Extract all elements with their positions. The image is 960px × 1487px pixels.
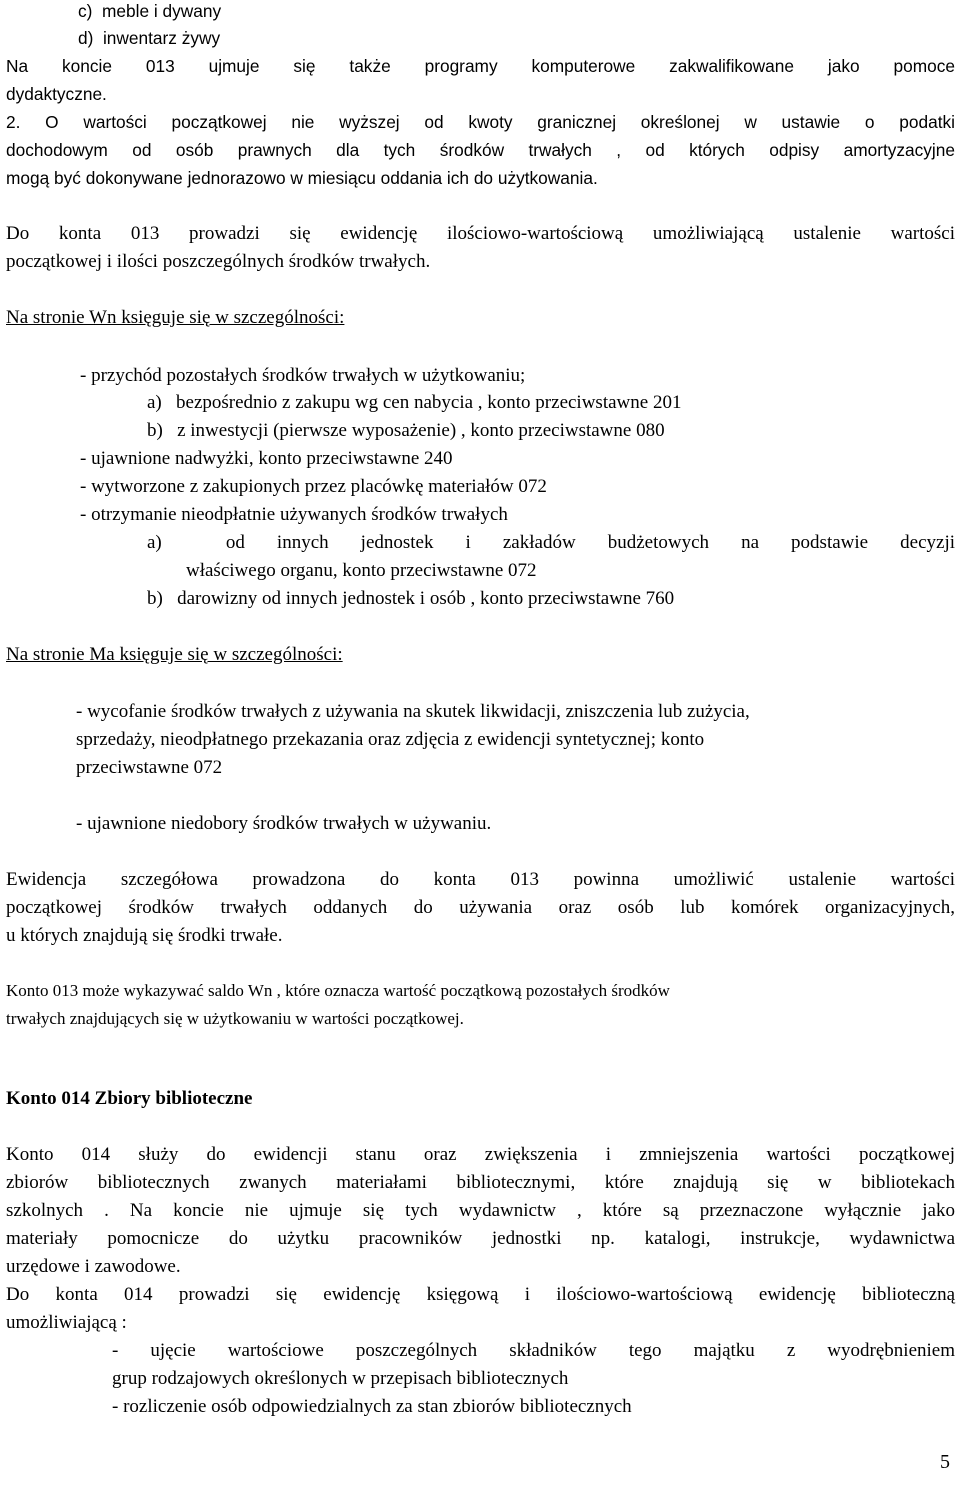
ma-list-item: - wycofanie środków trwałych z używania na skutek likwidacji, zniszczenia lub zużycia,	[76, 701, 750, 722]
paragraph-point2-line: dochodowym od osób prawnych dla tych środków trwałych , od których odpisy amortyzacyjne	[6, 140, 955, 160]
wn-list-item: właściwego organu, konto przeciwstawne 072	[186, 560, 537, 581]
konto014-bullet: grup rodzajowych określonych w przepisach bibliotecznych	[112, 1368, 569, 1389]
konto014-bullet: - rozliczenie osób odpowiedzialnych za stan zbiorów bibliotecznych	[112, 1396, 632, 1417]
paragraph-ewidencja-line: początkowej i ilości poszczególnych środków trwałych.	[6, 251, 431, 272]
wn-list-item: b) darowizny od innych jednostek i osób , konto przeciwstawne 760	[147, 588, 675, 609]
paragraph-konto014-line: Konto 014 służy do ewidencji stanu oraz zwiększenia i zmniejszenia wartości początkowej	[6, 1144, 955, 1165]
ma-list-item: sprzedaży, nieodpłatnego przekazania oraz zdjęcia z ewidencji syntetycznej; konto	[76, 729, 705, 750]
paragraph-konto014-line: materiały pomocnicze do użytku pracowników jednostki np. katalogi, instrukcje, wydawnictwa	[6, 1228, 955, 1249]
paragraph-saldo-line: trwałych znajdujących się w użytkowaniu w wartości początkowej.	[6, 1009, 464, 1028]
paragraph-saldo-line: Konto 013 może wykazywać saldo Wn , które oznacza wartość początkową pozostałych środków	[6, 981, 670, 1000]
paragraph-konto014-line: szkolnych . Na koncie nie ujmuje się tych wydawnictw , które są przeznaczone wyłącznie jako	[6, 1200, 955, 1221]
page-number: 5	[940, 1451, 950, 1473]
wn-list-item: - ujawnione nadwyżki, konto przeciwstawne 240	[80, 448, 453, 469]
wn-list-item: a) od innych jednostek i zakładów budżetowych na podstawie decyzji	[147, 532, 955, 553]
paragraph-konto014-line: urzędowe i zawodowe.	[6, 1256, 181, 1277]
paragraph-szczegolowa-line: u których znajdują się środki trwałe.	[6, 925, 283, 946]
wn-list-item: a) bezpośrednio z zakupu wg cen nabycia , konto przeciwstawne 201	[147, 392, 682, 413]
konto014-bullet: - ujęcie wartościowe poszczególnych składników tego majątku z wyodrębnieniem	[112, 1340, 955, 1361]
ma-list-item: - ujawnione niedobory środków trwałych w używaniu.	[76, 813, 492, 834]
ma-section-heading: Na stronie Ma księguje się w szczególności:	[6, 644, 343, 665]
wn-section-heading: Na stronie Wn księguje się w szczególności:	[6, 307, 345, 328]
paragraph-programs-line: dydaktyczne.	[6, 84, 107, 104]
paragraph-konto014-line: umożliwiającą :	[6, 1312, 127, 1333]
paragraph-point2-line: mogą być dokonywane jednorazowo w miesiącu oddania ich do użytkowania.	[6, 168, 598, 188]
wn-list-item: - otrzymanie nieodpłatnie używanych środków trwałych	[80, 504, 508, 525]
wn-list-item: b) z inwestycji (pierwsze wyposażenie) , konto przeciwstawne 080	[147, 420, 665, 441]
paragraph-szczegolowa-line: początkowej środków trwałych oddanych do używania oraz osób lub komórek organizacyjnych,	[6, 897, 955, 918]
wn-list-item: - przychód pozostałych środków trwałych w użytkowaniu;	[80, 365, 526, 386]
paragraph-szczegolowa-line: Ewidencja szczegółowa prowadzona do konta 013 powinna umożliwić ustalenie wartości	[6, 869, 955, 890]
paragraph-programs-line: Na koncie 013 ujmuje się także programy komputerowe zakwalifikowane jako pomoce	[6, 56, 955, 76]
paragraph-konto014-line: zbiorów bibliotecznych zwanych materiałami bibliotecznymi, które znajdują się w bibliotekach	[6, 1172, 955, 1193]
wn-list-item: - wytworzone z zakupionych przez placówkę materiałów 072	[80, 476, 547, 497]
paragraph-ewidencja-line: Do konta 013 prowadzi się ewidencję ilościowo-wartościową umożliwiającą ustalenie wartości	[6, 223, 955, 244]
list-item-c: c) meble i dywany	[78, 1, 222, 21]
paragraph-point2-line: 2. O wartości początkowej nie wyższej od kwoty granicznej określonej w ustawie o podatki	[6, 112, 955, 132]
list-item-d: d) inwentarz żywy	[78, 28, 221, 48]
ma-list-item: przeciwstawne 072	[76, 757, 223, 778]
paragraph-konto014-line: Do konta 014 prowadzi się ewidencję księgową i ilościowo-wartościową ewidencję biblioteczną	[6, 1284, 955, 1305]
konto014-heading: Konto 014 Zbiory biblioteczne	[6, 1088, 253, 1109]
